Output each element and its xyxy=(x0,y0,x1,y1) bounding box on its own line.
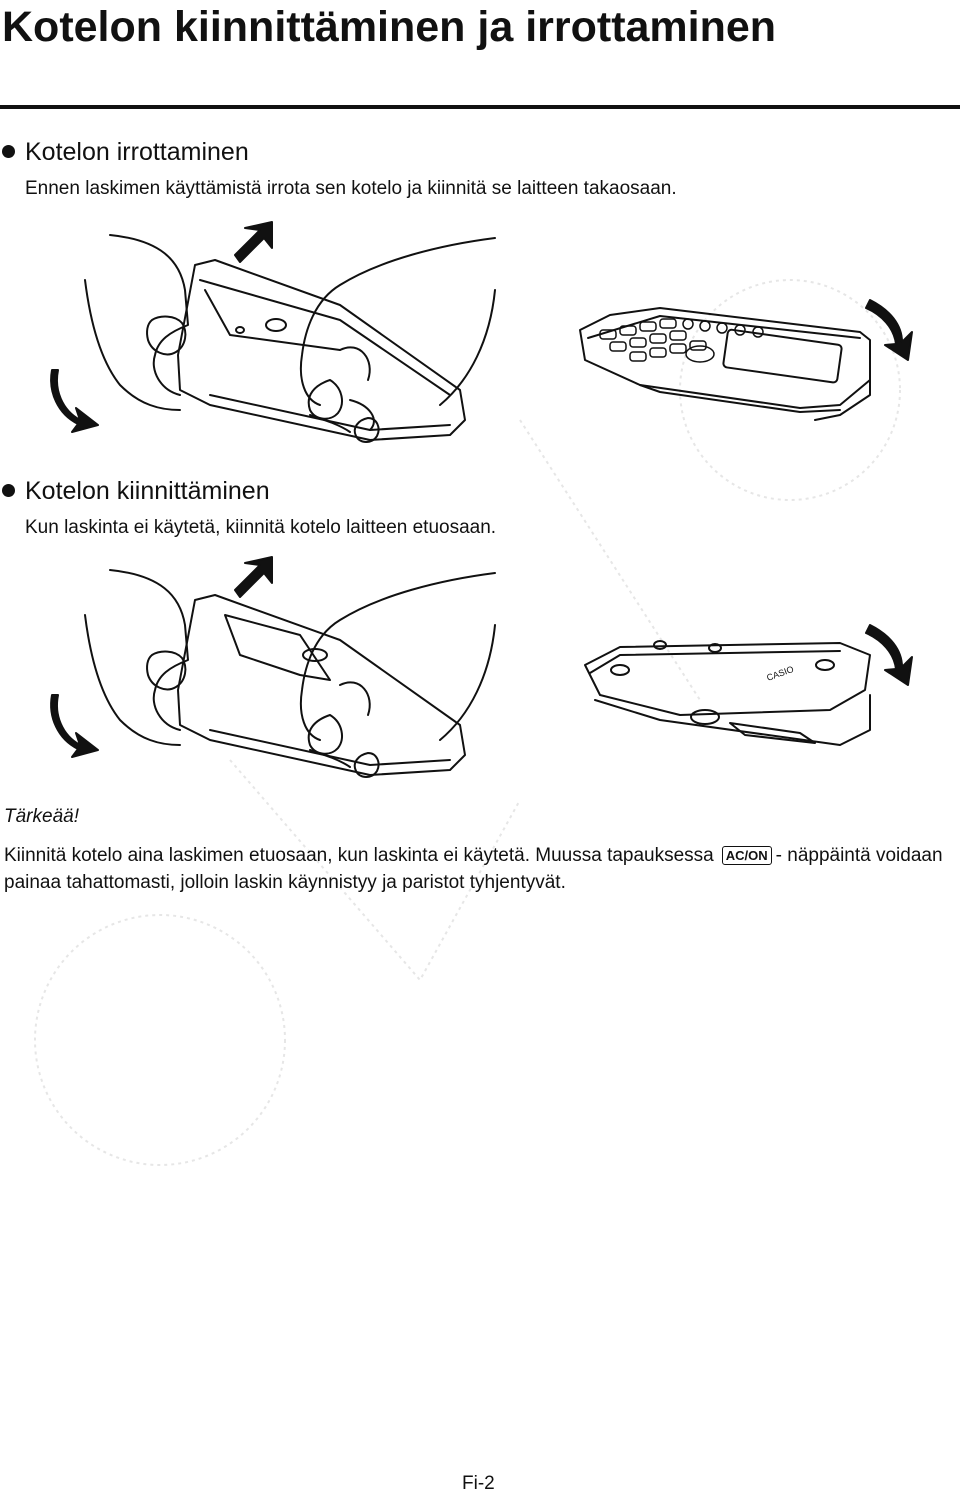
section-text-attach: Kun laskinta ei käytetä, kiinnitä kotelo laitteen etuosaan. xyxy=(25,517,497,538)
important-text-part1: Kiinnitä kotelo aina laskimen etuosaan, kun laskinta ei käytetä. Muussa tapauksessa xyxy=(4,845,714,866)
figure-remove-case xyxy=(40,220,920,460)
important-text-part2: - näppäintä voidaan painaa tahattomasti, jolloin laskin käynnistyy ja paristot tyhjentyvät. xyxy=(4,845,943,893)
section-heading-attach-label: Kotelon kiinnittäminen xyxy=(25,477,270,505)
ac-on-key-icon: AC/ON xyxy=(722,846,772,865)
bullet-icon xyxy=(2,145,15,158)
section-text-remove: Ennen laskimen käyttämistä irrota sen kotelo ja kiinnitä se laitteen takaosaan. xyxy=(25,178,677,199)
section-heading-remove xyxy=(2,137,249,167)
figure-attach-case xyxy=(40,555,920,800)
important-heading: Tärkeää! xyxy=(4,806,79,827)
bullet-icon xyxy=(2,484,15,497)
section-heading-attach xyxy=(2,476,270,506)
section-heading-remove-label: Kotelon irrottaminen xyxy=(25,138,249,166)
important-text xyxy=(4,842,944,896)
page-title: Kotelon kiinnittäminen ja irrottaminen xyxy=(2,3,777,51)
brand-logo: CASIO xyxy=(765,663,796,683)
page-number: Fi-2 xyxy=(462,1473,495,1494)
title-divider xyxy=(0,105,960,109)
